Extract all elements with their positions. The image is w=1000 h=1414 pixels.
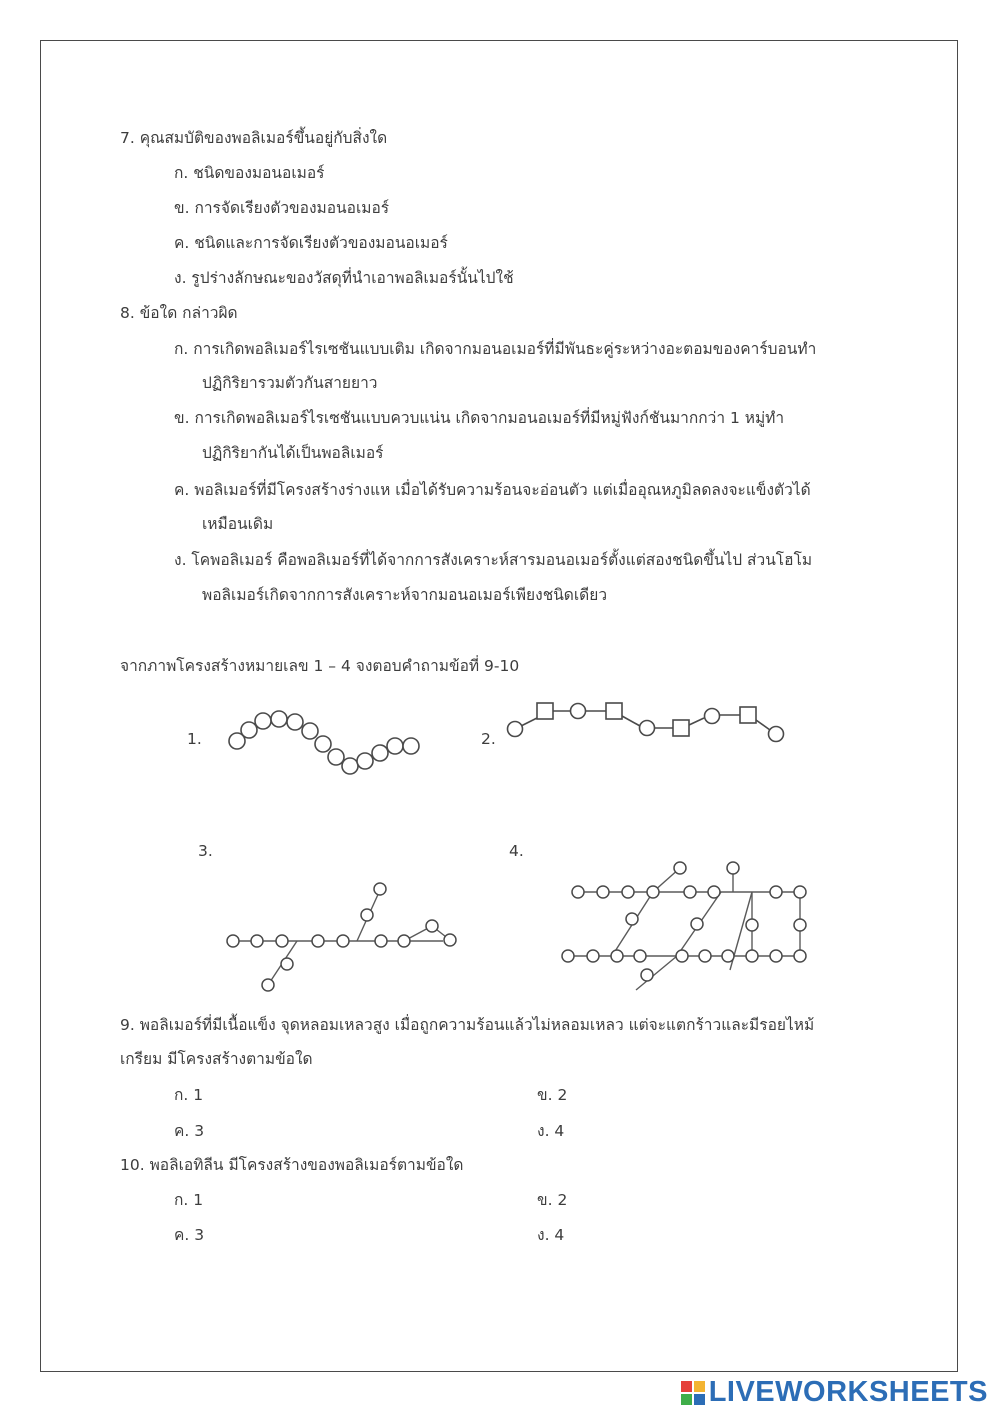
- q8-option-d-line2: พอลิเมอร์เกิดจากการสังเคราะห์จากมอนอเมอร์เพียงชนิดเดียว: [202, 586, 608, 604]
- q7-option-a: ก. ชนิดของมอนอเมอร์: [174, 164, 325, 182]
- q9-option-b: ข. 2: [537, 1086, 568, 1104]
- logo-square-green: [681, 1394, 692, 1405]
- q8-option-b-line2: ปฏิกิริยากันได้เป็นพอลิเมอร์: [202, 444, 384, 462]
- q8-option-d-line1: ง. โคพอลิเมอร์ คือพอลิเมอร์ที่ได้จากการสังเคราะห์สารมอนอเมอร์ตั้งแต่สองชนิดขึ้นไป ส่วนโฮโม: [174, 551, 813, 569]
- q8-option-b-line1: ข. การเกิดพอลิเมอร์ไรเซชันแบบควบแน่น เกิดจากมอนอเมอร์ที่มีหมู่ฟังก์ชันมากกว่า 1 หมู่ทำ: [174, 409, 785, 427]
- logo-square-blue: [694, 1394, 705, 1405]
- q10-option-c: ค. 3: [174, 1226, 205, 1244]
- liveworksheets-brand[interactable]: [681, 1376, 988, 1409]
- figure-3-label: 3.: [198, 842, 213, 860]
- q10-option-a: ก. 1: [174, 1191, 204, 1209]
- figure-1-linear-chain: [229, 711, 419, 774]
- figure-1-label: 1.: [187, 730, 202, 748]
- q8-stem: 8. ข้อใด กล่าวผิด: [120, 304, 238, 322]
- logo-square-yellow: [694, 1381, 705, 1392]
- q10-option-d: ง. 4: [537, 1226, 565, 1244]
- q8-option-a-line2: ปฏิกิริยารวมตัวกันสายยาว: [202, 374, 378, 392]
- figures-intro: จากภาพโครงสร้างหมายเลข 1 – 4 จงตอบคำถามข้อที่ 9-10: [120, 657, 520, 675]
- brand-name: LIVEWORKSHEETS: [708, 1376, 988, 1408]
- q7-stem: 7. คุณสมบัติของพอลิเมอร์ขึ้นอยู่กับสิ่งใด: [120, 129, 388, 147]
- q7-option-d: ง. รูปร่างลักษณะของวัสดุที่นำเอาพอลิเมอร์นั้นไปใช้: [174, 269, 514, 287]
- logo-square-red: [681, 1381, 692, 1392]
- q9-stem-line1: 9. พอลิเมอร์ที่มีเนื้อแข็ง จุดหลอมเหลวสูง เมื่อถูกความร้อนแล้วไม่หลอมเหลว แต่จะแตกร้าวและมีรอยไหม้: [120, 1016, 815, 1034]
- figure-4-label: 4.: [509, 842, 524, 860]
- q8-option-a-line1: ก. การเกิดพอลิเมอร์ไรเซชันแบบเติม เกิดจากมอนอเมอร์ที่มีพันธะคู่ระหว่างอะตอมของคาร์บอนทำ: [174, 340, 817, 358]
- q8-option-c-line2: เหมือนเดิม: [202, 515, 274, 533]
- q7-option-c: ค. ชนิดและการจัดเรียงตัวของมอนอเมอร์: [174, 234, 448, 252]
- q9-option-a: ก. 1: [174, 1086, 204, 1104]
- q7-option-b: ข. การจัดเรียงตัวของมอนอเมอร์: [174, 199, 390, 217]
- q10-stem: 10. พอลิเอทิลีน มีโครงสร้างของพอลิเมอร์ตามข้อใด: [120, 1156, 464, 1174]
- q9-stem-line2: เกรียม มีโครงสร้างตามข้อใด: [120, 1050, 313, 1068]
- q9-option-c: ค. 3: [174, 1122, 205, 1140]
- figure-2-copolymer-chain: [508, 703, 784, 742]
- q9-option-d: ง. 4: [537, 1122, 565, 1140]
- q8-option-c-line1: ค. พอลิเมอร์ที่มีโครงสร้างร่างแห เมื่อได้รับความร้อนจะอ่อนตัว แต่เมื่ออุณหภูมิลดลงจะแข็งตัวได้: [174, 481, 811, 499]
- liveworksheets-logo-icon: [681, 1381, 705, 1405]
- figure-2-label: 2.: [481, 730, 496, 748]
- q10-option-b: ข. 2: [537, 1191, 568, 1209]
